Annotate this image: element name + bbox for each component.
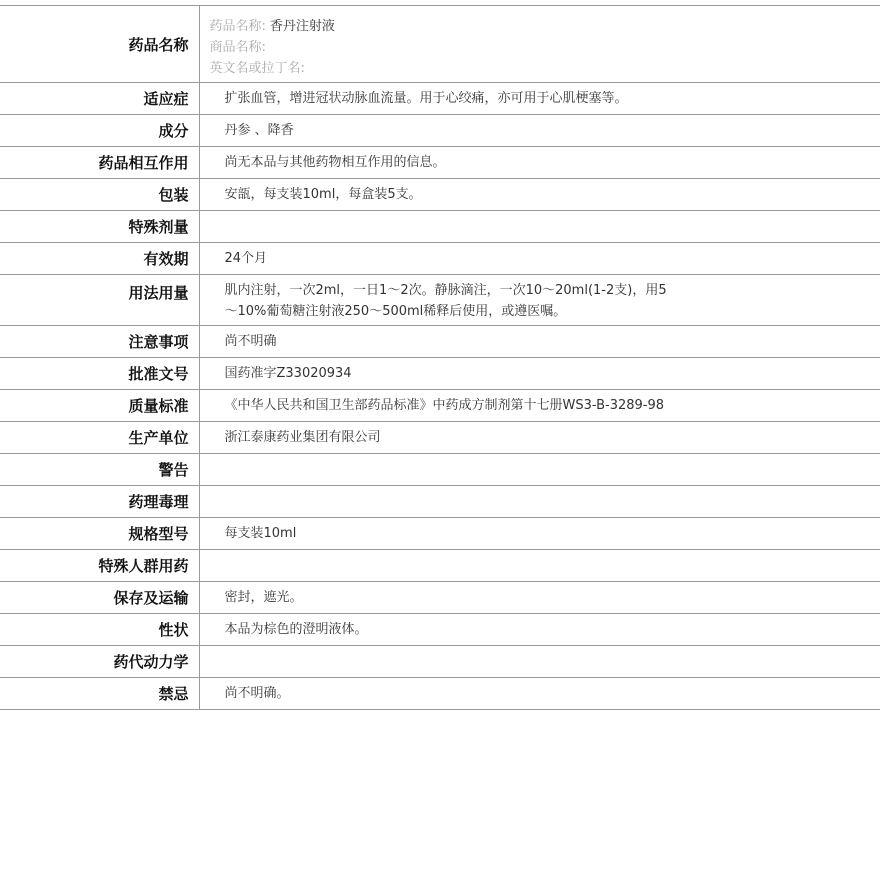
row-value: 尚不明确 bbox=[224, 333, 277, 349]
row-label: 生产单位 bbox=[0, 422, 199, 454]
row-value: 《中华人民共和国卫生部药品标准》中药成方制剂第十七册WS3-B-3289-98 bbox=[224, 397, 665, 413]
row-label: 注意事项 bbox=[0, 326, 199, 358]
row-value bbox=[199, 550, 880, 582]
row-drug-name bbox=[0, 6, 880, 83]
row-label: 特殊剂量 bbox=[0, 211, 199, 243]
row-approval-number bbox=[0, 358, 880, 390]
row-value: 尚无本品与其他药物相互作用的信息。 bbox=[224, 154, 446, 170]
trade-name-line bbox=[210, 37, 880, 58]
row-value: 密封，遮光。 bbox=[224, 589, 303, 605]
row-precautions bbox=[0, 326, 880, 358]
row-manufacturer bbox=[0, 422, 880, 454]
row-shelf-life bbox=[0, 243, 880, 275]
drug-info-table bbox=[0, 5, 880, 710]
usage-line-1: 肌内注射，一次2ml，一日1～2次。静脉滴注，一次10～20ml(1-2支)，用5 bbox=[224, 283, 667, 298]
row-value bbox=[199, 211, 880, 243]
row-label: 成分 bbox=[0, 115, 199, 147]
row-label: 质量标准 bbox=[0, 390, 199, 422]
row-label: 药理毒理 bbox=[0, 486, 199, 518]
row-description bbox=[0, 614, 880, 646]
row-label: 包装 bbox=[0, 179, 199, 211]
row-label: 禁忌 bbox=[0, 678, 199, 710]
row-value: 浙江泰康药业集团有限公司 bbox=[224, 429, 381, 445]
row-value: 本品为棕色的澄明液体。 bbox=[224, 621, 368, 637]
english-name-key: 英文名或拉丁名: bbox=[209, 61, 305, 76]
row-label: 批准文号 bbox=[0, 358, 199, 390]
row-packaging bbox=[0, 179, 880, 211]
generic-name-key: 药品名称: bbox=[209, 19, 266, 34]
row-value: 丹参 、降香 bbox=[224, 122, 294, 138]
row-warning bbox=[0, 454, 880, 486]
generic-name-line bbox=[210, 16, 880, 37]
row-specification bbox=[0, 518, 880, 550]
row-label: 警告 bbox=[0, 454, 199, 486]
row-label: 性状 bbox=[0, 614, 199, 646]
row-label: 规格型号 bbox=[0, 518, 199, 550]
row-pharmacokinetics bbox=[0, 646, 880, 678]
trade-name-key: 商品名称: bbox=[209, 40, 266, 55]
row-usage-dosage bbox=[0, 275, 880, 326]
row-interactions bbox=[0, 147, 880, 179]
row-pharmacology bbox=[0, 486, 880, 518]
row-storage bbox=[0, 582, 880, 614]
row-value: 尚不明确。 bbox=[224, 685, 290, 701]
row-label: 用法用量 bbox=[0, 275, 199, 326]
row-contraindications bbox=[0, 678, 880, 710]
row-value: 国药准字Z33020934 bbox=[224, 365, 352, 381]
row-ingredients bbox=[0, 115, 880, 147]
row-label: 适应症 bbox=[0, 83, 199, 115]
row-quality-standard bbox=[0, 390, 880, 422]
row-label: 药品名称 bbox=[0, 6, 199, 83]
row-value bbox=[199, 646, 880, 678]
usage-line-2: ～10%葡萄糖注射液250～500ml稀释后使用，或遵医嘱。 bbox=[224, 304, 567, 319]
row-value: 24个月 bbox=[224, 250, 268, 266]
row-special-populations bbox=[0, 550, 880, 582]
row-value: 每支装10ml bbox=[224, 525, 297, 541]
drug-names-cell bbox=[199, 6, 880, 83]
row-special-dosage bbox=[0, 211, 880, 243]
row-value: 扩张血管，增进冠状动脉血流量。用于心绞痛，亦可用于心肌梗塞等。 bbox=[224, 90, 628, 106]
row-value bbox=[199, 275, 880, 326]
row-label: 药品相互作用 bbox=[0, 147, 199, 179]
row-label: 保存及运输 bbox=[0, 582, 199, 614]
row-indications bbox=[0, 83, 880, 115]
row-value: 安瓿，每支装10ml，每盒装5支。 bbox=[224, 186, 422, 202]
generic-name-value: 香丹注射液 bbox=[269, 19, 335, 34]
row-label: 特殊人群用药 bbox=[0, 550, 199, 582]
row-label: 有效期 bbox=[0, 243, 199, 275]
row-label: 药代动力学 bbox=[0, 646, 199, 678]
row-value bbox=[199, 486, 880, 518]
english-name-line bbox=[210, 58, 880, 79]
row-value bbox=[199, 454, 880, 486]
